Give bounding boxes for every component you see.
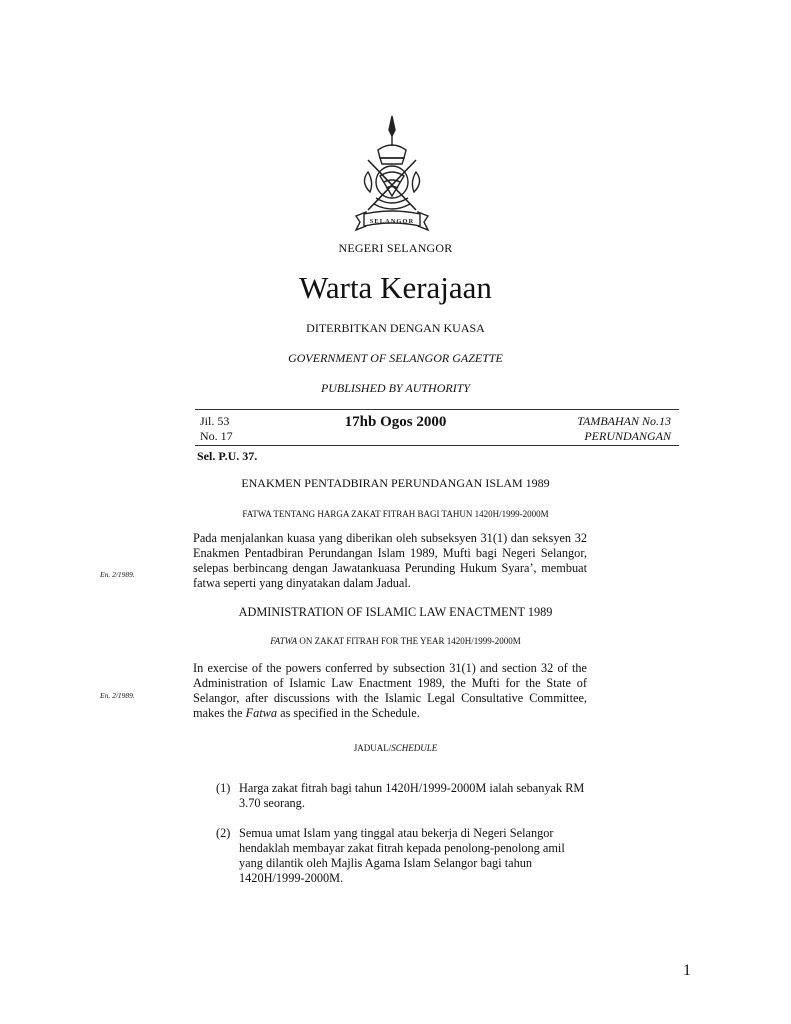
schedule-item-text: Semua umat Islam yang tinggal atau bekerja di Negeri Selangor hendaklah membayar zakat fitrah kepada penolong-penolong amil yang dilantik oleh Majlis Agama Islam Selangor bagi tahun 1420H/1999-2000M. xyxy=(239,826,565,885)
page-number: 1 xyxy=(683,962,691,979)
enactment-heading-malay: ENAKMEN PENTADBIRAN PERUNDANGAN ISLAM 1989 xyxy=(241,476,550,490)
supplement-number: TAMBAHAN No.13 xyxy=(577,414,671,428)
fatwa-heading-english xyxy=(0,636,791,646)
paragraph-fatwa-word: Fatwa xyxy=(245,706,278,720)
subtitle-english: GOVERNMENT OF SELANGOR GAZETTE xyxy=(288,351,503,365)
state-name: NEGERI SELANGOR xyxy=(338,241,453,255)
schedule-label-english: SCHEDULE xyxy=(391,743,438,753)
supplement-type: PERUNDANGAN xyxy=(584,429,671,443)
bottom-rule xyxy=(195,445,679,446)
fatwa-word: FATWA xyxy=(270,636,298,646)
margin-note-malay: En. 2/1989. xyxy=(100,570,135,579)
crest-banner-text: SELANGOR xyxy=(369,218,415,225)
schedule-item xyxy=(216,826,590,886)
top-rule xyxy=(195,409,679,410)
fatwa-heading-rest: ON ZAKAT FITRAH FOR THE YEAR 1420H/1999-2000M xyxy=(297,636,521,646)
margin-note-english: En. 2/1989. xyxy=(100,691,135,700)
issue-date: 17hb Ogos 2000 xyxy=(344,414,447,430)
gazette-title: Warta Kerajaan xyxy=(299,270,492,305)
volume-number: Jil. 53 xyxy=(200,414,230,428)
subtitle-malay: DITERBITKAN DENGAN KUASA xyxy=(306,321,485,335)
schedule-label-malay: JADUAL/ xyxy=(353,743,392,753)
enactment-heading-english: ADMINISTRATION OF ISLAMIC LAW ENACTMENT 1989 xyxy=(238,605,553,619)
paragraph-malay: Pada menjalankan kuasa yang diberikan oleh subseksyen 31(1) dan seksyen 32 Enakmen Pentadbiran Perundangan Islam 1989, Mufti bagi Negeri Selangor, selepas berbincang dengan Jawatankuasa Perunding Hukum Syara’, membuat fatwa seperti yang dinyatakan dalam Jadual. xyxy=(193,531,587,590)
sel-pu-number: Sel. P.U. 37. xyxy=(197,449,258,463)
schedule-item-number: (1) xyxy=(216,781,231,795)
paragraph-english-part1: In exercise of the powers conferred by subsection 31(1) and section 32 of the Administration of Islamic Law Enactment 1989, the Mufti for the State of Selangor, after discussions with the Islamic Legal Consultative Committee, makes the xyxy=(193,661,587,720)
schedule-item-number: (2) xyxy=(216,826,231,840)
fatwa-heading-malay: FATWA TENTANG HARGA ZAKAT FITRAH BAGI TAHUN 1420H/1999-2000M xyxy=(242,509,549,519)
subtitle-authority: PUBLISHED BY AUTHORITY xyxy=(320,381,471,395)
paragraph-english-part2: as specified in the Schedule. xyxy=(277,706,420,720)
paragraph-english xyxy=(193,661,587,721)
selangor-crest-logo xyxy=(350,112,434,242)
schedule-item-text: Harga zakat fitrah bagi tahun 1420H/1999-2000M ialah sebanyak RM 3.70 seorang. xyxy=(239,781,585,810)
schedule-heading xyxy=(0,743,791,753)
issue-number: No. 17 xyxy=(200,429,233,443)
schedule-item xyxy=(216,781,590,811)
